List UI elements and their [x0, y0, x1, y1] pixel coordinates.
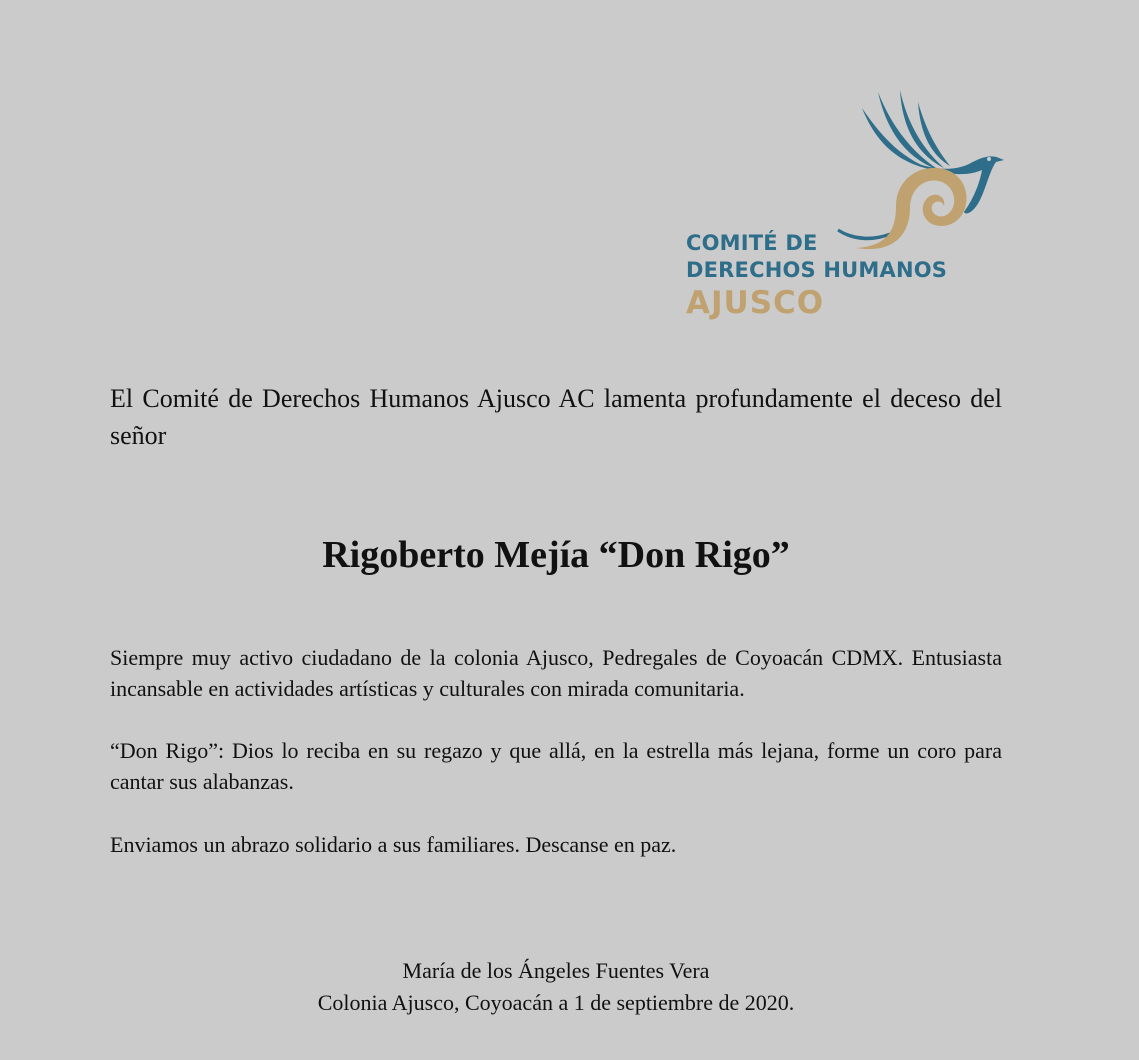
signature-name: María de los Ángeles Fuentes Vera — [402, 958, 710, 983]
paragraph-biography: Siempre muy activo ciudadano de la colonia Ajusco, Pedregales de Coyoacán CDMX. Entusiasta incansable en actividades artísticas y culturales con mirada comunitaria. — [110, 645, 1002, 701]
organization-logo — [684, 88, 1014, 323]
paragraph-condolences: Enviamos un abrazo solidario a sus familiares. Descanse en paz. — [110, 832, 677, 857]
signature-block — [0, 955, 1112, 1019]
deceased-name-heading: Rigoberto Mejía “Don Rigo” — [322, 534, 790, 576]
logo-line-2: DERECHOS HUMANOS — [686, 258, 948, 282]
logo-wordmark — [686, 230, 947, 322]
paragraph-prayer: “Don Rigo”: Dios lo reciba en su regazo y que allá, en la estrella más lejana, forme un coro para cantar sus alabanzas. — [110, 738, 1002, 794]
logo-line-1: COMITÉ DE — [686, 231, 818, 255]
signature-place-date: Colonia Ajusco, Coyoacán a 1 de septiembre de 2020. — [317, 990, 795, 1015]
intro-text: El Comité de Derechos Humanos Ajusco AC lamenta profundamente el deceso del señor — [110, 384, 1002, 450]
logo-line-3: AJUSCO — [686, 285, 825, 321]
